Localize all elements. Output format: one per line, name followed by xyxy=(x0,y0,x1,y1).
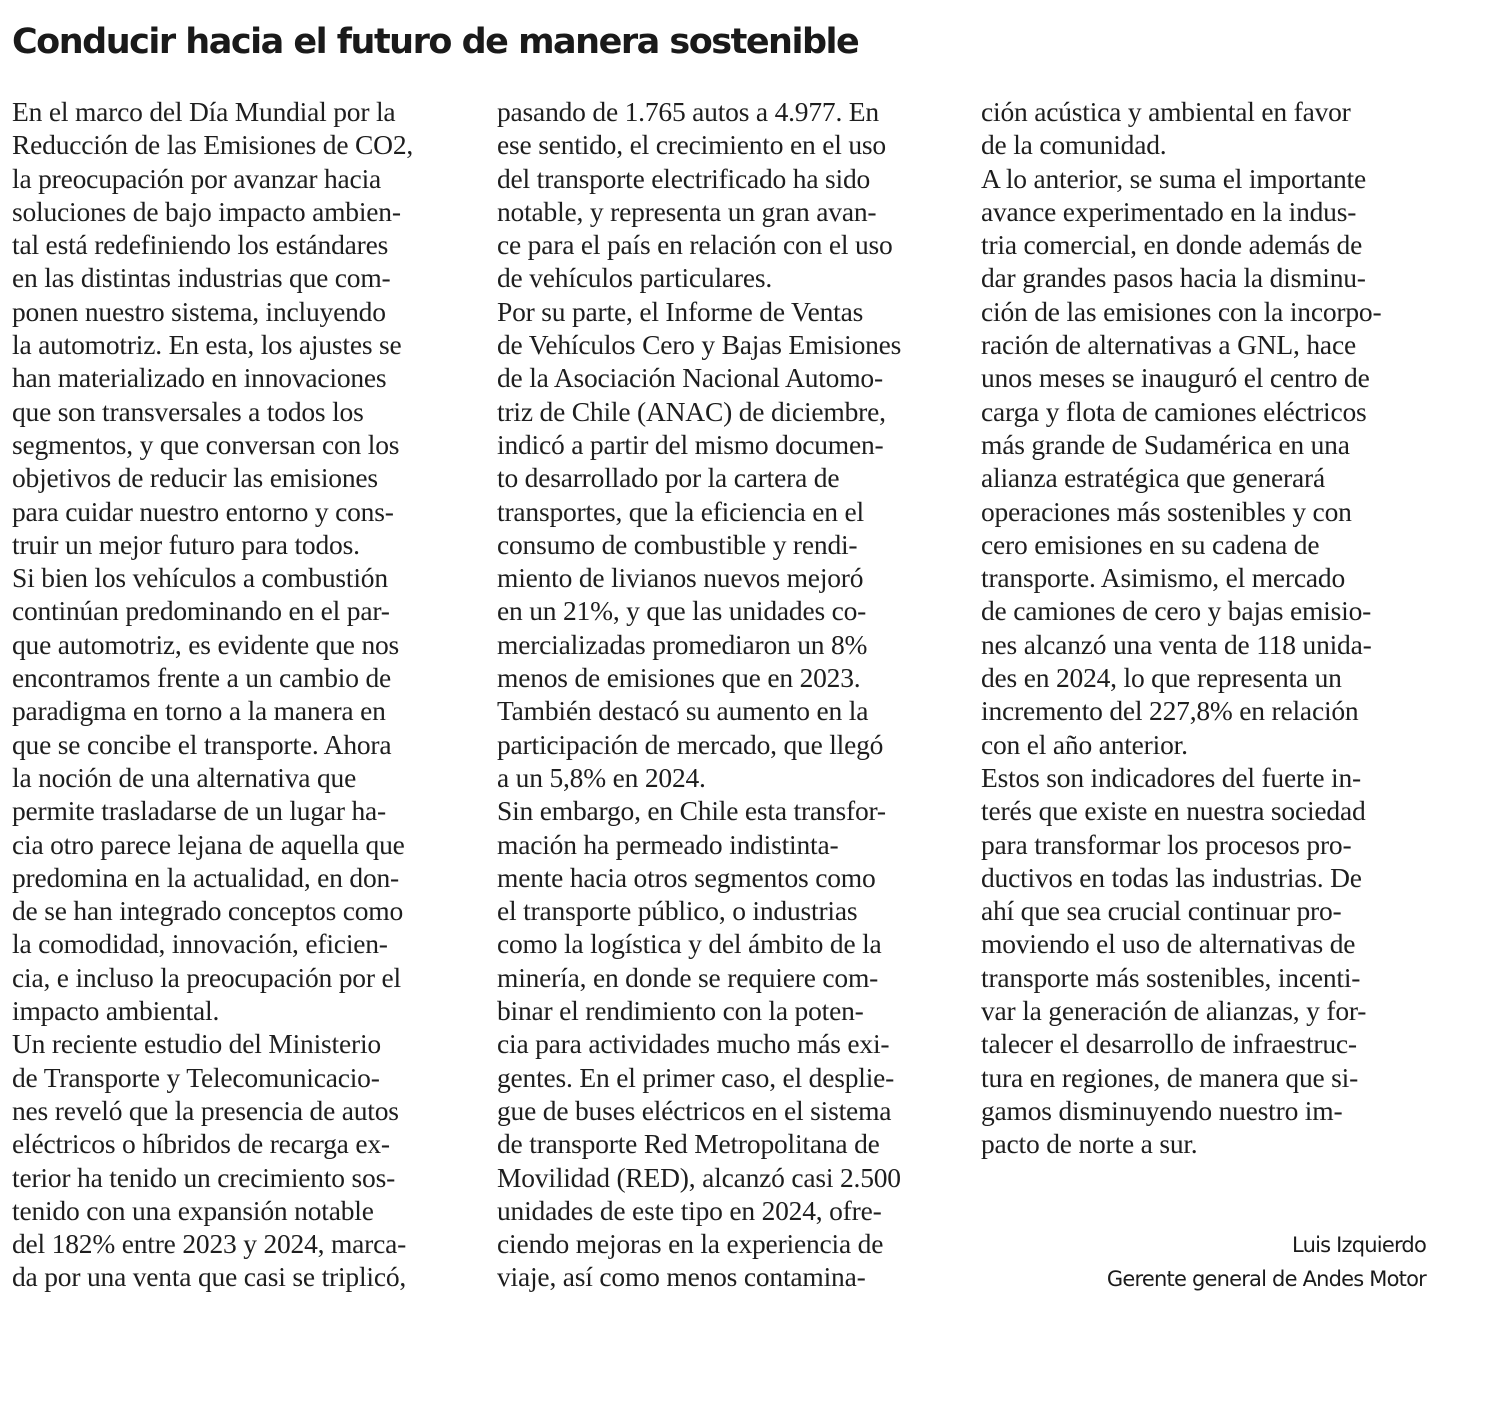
text-line: gamos disminuyendo nuestro im- xyxy=(981,1094,1343,1126)
text-line: que son transversales a todos los xyxy=(12,395,364,427)
text-line: mente hacia otros segmentos como xyxy=(497,861,876,893)
text-line: Estos son indicadores del fuerte in- xyxy=(981,761,1361,793)
text-line: talecer el desarrollo de infraestruc- xyxy=(981,1028,1357,1060)
text-line: predomina en la actualidad, en don- xyxy=(12,861,400,893)
text-line: carga y flota de camiones eléctricos xyxy=(981,395,1367,427)
text-line: que automotriz, es evidente que nos xyxy=(12,628,400,660)
text-line: de la Asociación Nacional Automo- xyxy=(497,362,883,394)
text-line: del transporte electrificado ha sido xyxy=(497,162,871,194)
text-line: ahí que sea crucial continuar pro- xyxy=(981,895,1342,927)
article-column-2 xyxy=(497,95,947,1294)
text-line: la preocupación por avanzar hacia xyxy=(12,162,382,194)
text-line: ese sentido, el crecimiento en el uso xyxy=(497,129,886,161)
text-line: operaciones más sostenibles y con xyxy=(981,495,1352,527)
text-line: impacto ambiental. xyxy=(12,995,220,1027)
text-line: para cuidar nuestro entorno y cons- xyxy=(12,495,394,527)
text-line: viaje, así como menos contamina- xyxy=(497,1261,866,1293)
author-signature xyxy=(1107,1228,1426,1296)
author-name: Luis Izquierdo xyxy=(1292,1233,1426,1257)
text-line: cero emisiones en su cadena de xyxy=(981,528,1320,560)
text-line: triz de Chile (ANAC) de diciembre, xyxy=(497,395,886,427)
text-line: pacto de norte a sur. xyxy=(981,1128,1198,1160)
article-headline: Conducir hacia el futuro de manera sostenible xyxy=(12,22,859,62)
text-line: continúan predominando en el par- xyxy=(12,595,390,627)
text-line: como la logística y del ámbito de la xyxy=(497,928,882,960)
text-line: paradigma en torno a la manera en xyxy=(12,695,386,727)
text-line: eléctricos o híbridos de recarga ex- xyxy=(12,1128,390,1160)
text-line: unos meses se inauguró el centro de xyxy=(981,362,1370,394)
text-line: gue de buses eléctricos en el sistema xyxy=(497,1094,892,1126)
text-line: han materializado en innovaciones xyxy=(12,362,387,394)
text-line: cia para actividades mucho más exi- xyxy=(497,1028,890,1060)
text-line: truir un mejor futuro para todos. xyxy=(12,528,360,560)
text-line: la automotriz. En esta, los ajustes se xyxy=(12,329,402,361)
text-line: avance experimentado en la indus- xyxy=(981,195,1357,227)
text-line: la noción de una alternativa que xyxy=(12,761,357,793)
text-line: ce para el país en relación con el uso xyxy=(497,229,893,261)
text-line: de camiones de cero y bajas emisio- xyxy=(981,595,1372,627)
text-line: Por su parte, el Informe de Ventas xyxy=(497,295,864,327)
text-line: objetivos de reducir las emisiones xyxy=(12,462,378,494)
text-line: dar grandes pasos hacia la disminu- xyxy=(981,262,1366,294)
text-line: miento de livianos nuevos mejoró xyxy=(497,562,864,594)
text-line: transportes, que la eficiencia en el xyxy=(497,495,864,527)
text-line: Si bien los vehículos a combustión xyxy=(12,562,388,594)
text-line: consumo de combustible y rendi- xyxy=(497,528,858,560)
text-line: incremento del 227,8% en relación xyxy=(981,695,1359,727)
text-line: Reducción de las Emisiones de CO2, xyxy=(12,129,414,161)
text-line: terés que existe en nuestra sociedad xyxy=(981,795,1366,827)
text-line: de transporte Red Metropolitana de xyxy=(497,1128,880,1160)
text-line: la comodidad, innovación, eficien- xyxy=(12,928,388,960)
text-line: transporte. Asimismo, el mercado xyxy=(981,562,1346,594)
text-line: gentes. En el primer caso, el desplie- xyxy=(497,1061,895,1093)
text-line: pasando de 1.765 autos a 4.977. En xyxy=(497,96,879,127)
text-line: de Transporte y Telecomunicacio- xyxy=(12,1061,380,1093)
text-line: soluciones de bajo impacto ambien- xyxy=(12,195,401,227)
text-line: de Vehículos Cero y Bajas Emisiones xyxy=(497,329,902,361)
text-line: También destacó su aumento en la xyxy=(497,695,869,727)
text-line: participación de mercado, que llegó xyxy=(497,728,884,760)
text-line: tura en regiones, de manera que si- xyxy=(981,1061,1359,1093)
text-line: indicó a partir del mismo documen- xyxy=(497,428,884,460)
text-line: tenido con una expansión notable xyxy=(12,1194,374,1226)
text-line: minería, en donde se requiere com- xyxy=(497,961,879,993)
text-line: ción acústica y ambiental en favor xyxy=(981,96,1351,127)
text-line: de vehículos particulares. xyxy=(497,262,773,294)
text-line: mercializadas promediaron un 8% xyxy=(497,628,868,660)
text-line: el transporte público, o industrias xyxy=(497,895,858,927)
text-line: Movilidad (RED), alcanzó casi 2.500 xyxy=(497,1161,901,1193)
text-line: permite trasladarse de un lugar ha- xyxy=(12,795,387,827)
article-column-3 xyxy=(981,95,1431,1161)
text-line: en un 21%, y que las unidades co- xyxy=(497,595,867,627)
text-line: tria comercial, en donde además de xyxy=(981,229,1363,261)
author-role: Gerente general de Andes Motor xyxy=(1106,1267,1426,1291)
text-line: binar el rendimiento con la poten- xyxy=(497,995,864,1027)
text-line: ciendo mejoras en la experiencia de xyxy=(497,1228,884,1260)
text-line: ponen nuestro sistema, incluyendo xyxy=(12,295,386,327)
text-line: del 182% entre 2023 y 2024, marca- xyxy=(12,1228,407,1260)
text-line: ción de las emisiones con la incorpo- xyxy=(981,295,1382,327)
text-line: mación ha permeado indistinta- xyxy=(497,828,839,860)
text-line: cia, e incluso la preocupación por el xyxy=(12,961,401,993)
text-line: A lo anterior, se suma el importante xyxy=(981,162,1366,194)
text-line: En el marco del Día Mundial por la xyxy=(12,96,396,127)
text-line: cia otro parece lejana de aquella que xyxy=(12,828,405,860)
text-line: nes reveló que la presencia de autos xyxy=(12,1094,399,1126)
text-line: var la generación de alianzas, y for- xyxy=(981,995,1367,1027)
text-line: más grande de Sudamérica en una xyxy=(981,428,1350,460)
text-line: segmentos, y que conversan con los xyxy=(12,428,400,460)
article-column-1 xyxy=(12,95,462,1294)
text-line: menos de emisiones que en 2023. xyxy=(497,662,861,694)
text-line: de se han integrado conceptos como xyxy=(12,895,404,927)
text-line: a un 5,8% en 2024. xyxy=(497,761,706,793)
text-line: da por una venta que casi se triplicó, xyxy=(12,1261,407,1293)
text-line: ración de alternativas a GNL, hace xyxy=(981,329,1356,361)
text-line: para transformar los procesos pro- xyxy=(981,828,1352,860)
text-line: que se concibe el transporte. Ahora xyxy=(12,728,392,760)
text-line: moviendo el uso de alternativas de xyxy=(981,928,1356,960)
text-line: con el año anterior. xyxy=(981,728,1188,760)
text-line: Un reciente estudio del Ministerio xyxy=(12,1028,381,1060)
text-line: en las distintas industrias que com- xyxy=(12,262,391,294)
text-line: ductivos en todas las industrias. De xyxy=(981,861,1362,893)
text-line: de la comunidad. xyxy=(981,129,1167,161)
text-line: tal está redefiniendo los estándares xyxy=(12,229,389,261)
text-line: des en 2024, lo que representa un xyxy=(981,662,1342,694)
text-line: alianza estratégica que generará xyxy=(981,462,1325,494)
text-line: Sin embargo, en Chile esta transfor- xyxy=(497,795,886,827)
text-line: encontramos frente a un cambio de xyxy=(12,662,392,694)
text-line: nes alcanzó una venta de 118 unida- xyxy=(981,628,1372,660)
text-line: unidades de este tipo en 2024, ofre- xyxy=(497,1194,882,1226)
text-line: notable, y representa un gran avan- xyxy=(497,195,877,227)
text-line: terior ha tenido un crecimiento sos- xyxy=(12,1161,396,1193)
text-line: transporte más sostenibles, incenti- xyxy=(981,961,1361,993)
text-line: to desarrollado por la cartera de xyxy=(497,462,840,494)
